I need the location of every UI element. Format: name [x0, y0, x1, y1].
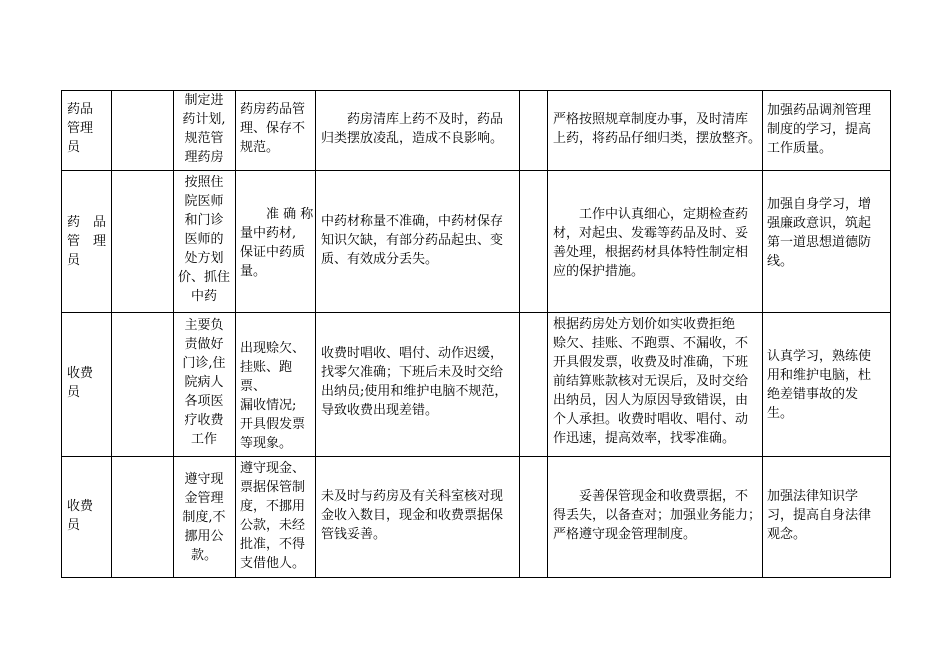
manifestation-cell: 未及时与药房及有关科室核对现 金收入数目，现金和收费票据保 管钱妥善。 [321, 489, 504, 542]
col-rule [235, 90, 236, 578]
task-cell: 制定进 药计划, 规范管 理药房 [182, 93, 226, 165]
risk-point-cell: 准 确 称 量中药材, 保证中药质 量。 [240, 207, 314, 279]
col-rule [61, 90, 62, 578]
row-rule [61, 312, 890, 313]
education-cell: 加强药品调剂管理 制度的学习，提高 工作质量。 [767, 103, 872, 156]
position-cell: 药品 管理 员 [67, 102, 94, 155]
task-cell: 遵守现 金管理 制度,不 挪用公 款。 [182, 472, 226, 563]
risk-point-cell: 药房药品管 理、保存不 规范。 [240, 102, 306, 155]
task-cell: 主要负 责做好 门诊,住 院病人 各项医 疗收费 工作 [182, 318, 226, 447]
row-rule [61, 456, 890, 457]
row-rule [61, 577, 890, 578]
education-cell: 认真学习，熟练使 用和维护电脑，杜 绝差错事故的发 生。 [767, 349, 872, 421]
position-cell: 收费 员 [67, 499, 94, 533]
col-rule [547, 90, 548, 578]
prevention-cell: 严格按照规章制度办事，及时清库 上药，将药品仔细归类，摆放整齐。 [553, 112, 762, 146]
row-rule [61, 170, 890, 171]
risk-point-cell: 遵守现金、 票据保管制 度，不挪用 公款，未经 批准，不得 支借他人。 [240, 461, 306, 571]
education-cell: 加强自身学习，增 强廉政意识，筑起 第一道思想道德防 线。 [767, 197, 872, 269]
col-rule [111, 90, 112, 578]
education-cell: 加强法律知识学 习，提高自身法律 观念。 [767, 489, 872, 542]
position-cell: 药 品 管 理 员 [67, 215, 107, 268]
col-rule [762, 90, 763, 578]
manifestation-cell: 收费时唱收、唱付、动作迟缓， 找零欠准确；下班后未及时交给 出纳员;使用和维护电脑不规范， 导致收费出现差错。 [321, 346, 508, 418]
risk-point-cell: 出现赊欠、 挂账、跑票、 漏收情况; 开具假发票 等现象。 [240, 341, 306, 451]
position-cell: 收费 员 [67, 366, 94, 400]
prevention-cell: 根据药房处方划价如实收费拒绝 赊欠、挂账、不跑票、不漏收，不 开具假发票，收费及时准确，下班 前结算账款核对无误后，及时交给 出纳员，因人为原因导致错误，由 个人承担。收费时唱收、唱付、动 作迅速，提高效率，找零准确。 [553, 317, 749, 446]
prevention-cell: 妥善保管现金和收费票据，不 得丢失，以备查对；加强业务能力； 严格遵守现金管理制度。 [553, 489, 762, 542]
prevention-cell: 工作中认真细心，定期检查药 材，对起虫、发霉等药品及时、妥 善处理，根据药材具体特性制定相 应的保护措施。 [553, 207, 749, 279]
manifestation-cell: 药房清库上药不及时，药品 归类摆放凌乱，造成不良影响。 [321, 112, 504, 146]
col-rule [890, 90, 891, 578]
manifestation-cell: 中药材称量不准确，中药材保存 知识欠缺，有部分药品起虫、变 质、有效成分丢失。 [321, 214, 504, 267]
col-rule [519, 90, 520, 578]
task-cell: 按照住 院医师 和门诊 医师的 处方划 价、抓住 中药 [177, 175, 230, 304]
col-rule [315, 90, 316, 578]
